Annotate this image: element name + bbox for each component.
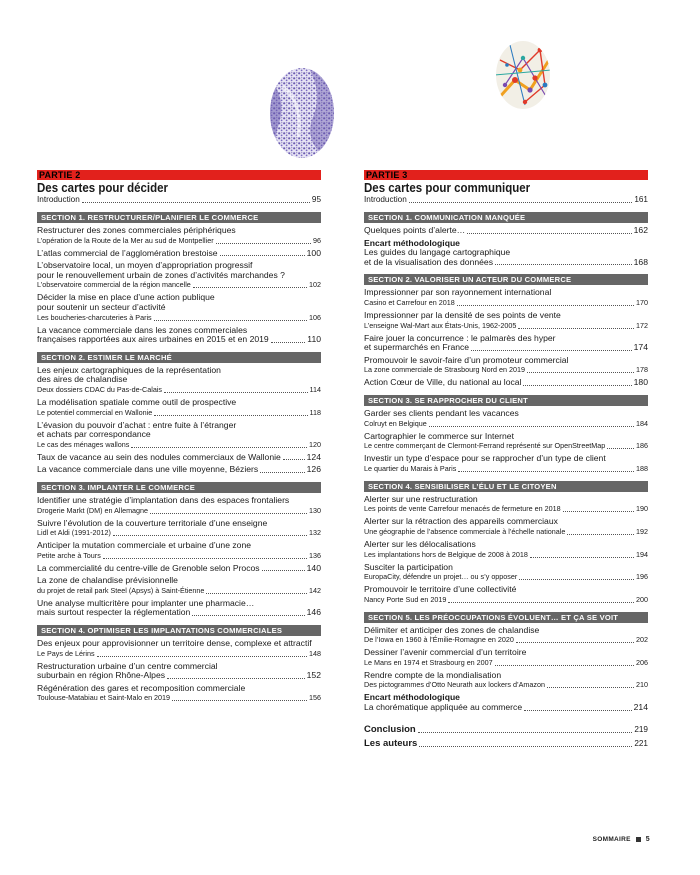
entry-title-line: Délimiter et anticiper des zones de chalandise [364, 624, 540, 635]
page-ref: 161 [634, 195, 648, 204]
entry-subtitle[interactable] [364, 298, 648, 308]
dot-leader [524, 710, 632, 711]
dot-leader [103, 558, 307, 559]
dot-leader [516, 642, 634, 643]
dot-leader [167, 678, 305, 679]
toc-entry[interactable] [364, 239, 648, 268]
entry-subtitle-text: Le cas des ménages wallons [37, 439, 130, 449]
dot-leader [567, 534, 634, 535]
toc-entry[interactable] [37, 576, 321, 596]
toc-entry[interactable] [37, 519, 321, 539]
toc-entry[interactable] [364, 311, 648, 331]
entry-title-line: Suivre l’évolution de la couverture territoriale d’une enseigne [37, 517, 268, 528]
dot-leader [192, 615, 304, 616]
page-ref: 146 [306, 607, 321, 618]
toc-entry[interactable] [37, 684, 321, 704]
entry-title-line-text: La commercialité du centre-ville de Grenoble selon Procos [37, 562, 260, 573]
dot-leader [113, 535, 307, 536]
entry-title-line: La modélisation spatiale comme outil de prospective [37, 396, 237, 407]
entry-title-line: Les guides du langage cartographique [364, 247, 511, 258]
toc-end-entry[interactable] [364, 725, 648, 735]
entry-subtitle-text: Deux dossiers CDAC du Pas-de-Calais [37, 384, 163, 394]
entry-subtitle[interactable] [37, 280, 321, 290]
page-ref: 100 [306, 247, 321, 258]
dot-leader [150, 513, 307, 514]
toc-column-partie-3 [364, 170, 648, 749]
entry-subtitle[interactable] [364, 419, 648, 429]
entry-title-line[interactable] [37, 671, 321, 681]
page-number: 5 [645, 836, 650, 843]
section-header: SECTION 4. OPTIMISER LES IMPLANTATIONS COMMERCIALES [37, 625, 321, 636]
page-ref: 168 [633, 256, 648, 267]
section-header: SECTION 3. IMPLANTER LE COMMERCE [37, 482, 321, 493]
toc-end-entry[interactable] [364, 739, 648, 749]
entry-title-line: Impressionner par son rayonnement international [364, 287, 552, 298]
entry-subtitle[interactable] [37, 408, 321, 418]
toc-entry[interactable] [364, 226, 648, 236]
entry-title-line: Rendre compte de la mondialisation [364, 669, 502, 680]
dot-leader [283, 459, 305, 460]
toc-intro[interactable] [364, 195, 648, 205]
entry-subtitle-text: L’opération de la Route de la Mer au sud de Montpellier [37, 235, 214, 245]
dot-leader [260, 472, 304, 473]
entry-subtitle-text: Colruyt en Belgique [364, 418, 427, 428]
entry-title-line: Investir un type d’espace pour se rapprocher d’un type de client [364, 453, 606, 464]
page-ref: 148 [309, 648, 321, 658]
dot-leader [467, 233, 631, 234]
toc-entry[interactable] [364, 585, 648, 605]
toc-entry[interactable] [364, 378, 648, 388]
page-ref: 194 [636, 549, 648, 559]
entry-title-line: Alerter sur la rétraction des appareils commerciaux [364, 516, 558, 527]
entry-subtitle-text: EuropaCity, défendre un projet… ou s’y opposer [364, 572, 518, 582]
entry-subtitle-text: Le centre commerçant de Clermont-Ferrand représenté sur OpenStreetMap [364, 441, 606, 451]
encart-label: Encart méthodologique [364, 237, 460, 248]
entry-title-line-text: La vacance commerciale dans une ville moyenne, Béziers [37, 464, 259, 475]
toc-entry[interactable] [364, 517, 648, 537]
entry-subtitle-text: La zone commerciale de Strasbourg Nord en 2019 [364, 365, 526, 375]
entry-subtitle[interactable] [364, 504, 648, 514]
entry-title-line: Dessiner l’avenir commercial d’un territoire [364, 647, 527, 658]
entry-subtitle[interactable] [364, 658, 648, 668]
toc-entry[interactable] [364, 495, 648, 515]
page-ref: 219 [634, 724, 648, 734]
page-ref: 192 [636, 526, 648, 536]
page-ref: 186 [636, 441, 648, 451]
entry-title-line[interactable] [37, 465, 321, 475]
entry-subtitle-text: Le Pays de Lérins [37, 648, 95, 658]
part-label: PARTIE 2 [37, 170, 321, 180]
toc-intro-text: Introduction [364, 195, 407, 204]
toc-entry[interactable] [37, 226, 321, 246]
entry-subtitle-text: Casino et Carrefour en 2018 [364, 297, 455, 307]
entry-title-line: pour le renouvellement urbain de zones d’activités marchandes ? [37, 269, 285, 280]
entry-title-line: Impressionner par la densité de ses points de vente [364, 309, 561, 320]
entry-title-line: Promouvoir le territoire d’une collectivité [364, 584, 517, 595]
entry-subtitle-text: De l’Iowa en 1960 à l’Émilie-Romagne en 2020 [364, 635, 514, 645]
toc-entry[interactable] [37, 599, 321, 618]
page-ref: 190 [636, 504, 648, 514]
dot-leader [82, 202, 310, 203]
toc-intro[interactable] [37, 195, 321, 205]
entry-title-line[interactable] [37, 335, 321, 345]
entry-subtitle-text: Les points de vente Carrefour menacés de fermeture en 2018 [364, 504, 561, 514]
entry-title-line: et achats par correspondance [37, 429, 151, 440]
toc-entry[interactable] [364, 540, 648, 560]
page-ref: 210 [636, 680, 648, 690]
part-title: Des cartes pour communiquer [364, 181, 531, 195]
entry-title-line: Garder ses clients pendant les vacances [364, 407, 519, 418]
entry-subtitle[interactable] [364, 680, 648, 690]
network-map-circle-icon [495, 40, 551, 110]
toc-entry[interactable] [37, 662, 321, 681]
dot-leader [495, 665, 634, 666]
entry-title-line: L’évasion du pouvoir d’achat : entre fuite à l’étranger [37, 419, 237, 430]
entry-subtitle[interactable] [37, 649, 321, 659]
toc-entry[interactable] [364, 454, 648, 474]
dot-leader [154, 415, 307, 416]
page-ref: 214 [633, 702, 648, 713]
page-ref: 114 [309, 384, 321, 394]
page-ref: 140 [306, 562, 321, 573]
toc-entry[interactable] [37, 496, 321, 516]
page-ref: 174 [633, 342, 648, 353]
page-footer [593, 836, 650, 843]
entry-subtitle-text: Le quartier du Marais à Paris [364, 463, 457, 473]
page-ref: 110 [307, 334, 321, 345]
entry-title-line: Les enjeux cartographiques de la représentation [37, 364, 221, 375]
entry-subtitle[interactable] [364, 527, 648, 537]
page-ref: 95 [311, 195, 321, 204]
entry-subtitle-text: L’observatoire commercial de la région mancelle [37, 280, 191, 290]
dot-leader [220, 255, 305, 256]
page-ref: 196 [636, 572, 648, 582]
entry-title-line-text: La chorématique appliquée au commerce [364, 702, 523, 713]
entry-title-line: L’observatoire local, un moyen d’appropriation progressif [37, 260, 253, 271]
page-ref: 118 [309, 407, 321, 417]
dot-leader [193, 287, 307, 288]
entry-title-line[interactable] [364, 378, 648, 388]
dot-leader [607, 448, 634, 449]
entry-title-line: Anticiper la mutation commerciale et urbaine d’une zone [37, 540, 252, 551]
entry-title-line[interactable] [37, 453, 321, 463]
entry-title-line[interactable] [37, 564, 321, 574]
entry-title-line-text: Action Cœur de Ville, du national au local [364, 377, 522, 388]
entry-subtitle-text: Lidl et Aldi (1991-2012) [37, 528, 111, 538]
entry-subtitle[interactable] [364, 550, 648, 560]
toc-entry[interactable] [37, 541, 321, 561]
page-ref: 170 [636, 297, 648, 307]
entry-title-line: Décider la mise en place d’une action publique [37, 292, 215, 303]
dot-leader [458, 471, 634, 472]
entry-title-line[interactable] [364, 703, 648, 713]
page-ref: 124 [306, 451, 321, 462]
dot-leader [164, 392, 308, 393]
entry-title-line-text: suburbain en région Rhône-Alpes [37, 670, 166, 681]
entry-title-line-text: Quelques points d’alerte… [364, 225, 466, 235]
toc-entry[interactable] [364, 432, 648, 452]
purple-stipple-circle-icon [268, 67, 336, 159]
section-header: SECTION 2. VALORISER UN ACTEUR DU COMMERCE [364, 274, 648, 285]
entry-title-line: Restructuration urbaine d’un centre commercial [37, 660, 218, 671]
entry-title-line: Identifier une stratégie d’implantation dans des espaces frontaliers [37, 494, 290, 505]
page-ref: 96 [313, 235, 321, 245]
entry-subtitle[interactable] [364, 365, 648, 375]
entry-subtitle[interactable] [37, 385, 321, 395]
dot-leader [457, 305, 634, 306]
toc-entry[interactable] [37, 293, 321, 322]
entry-title-line-text: Taux de vacance au sein des nodules commerciaux de Wallonie [37, 451, 281, 462]
dot-leader [429, 426, 634, 427]
section-header: SECTION 4. SENSIBILISER L’ÉLU ET LE CITOYEN [364, 481, 648, 492]
toc-entry[interactable] [364, 671, 648, 691]
entry-subtitle[interactable] [37, 586, 321, 596]
entry-subtitle[interactable] [364, 595, 648, 605]
page-ref: 172 [636, 320, 648, 330]
dot-leader [271, 342, 306, 343]
dot-leader [471, 350, 632, 351]
entry-title-line: pour soutenir un secteur d’activité [37, 301, 166, 312]
entry-subtitle-text: Une géographie de l’absence commerciale à l’échelle nationale [364, 526, 566, 536]
page-ref: 136 [309, 550, 321, 560]
toc-entry[interactable] [37, 453, 321, 463]
page-ref: 202 [636, 635, 648, 645]
entry-subtitle[interactable] [37, 551, 321, 561]
dot-leader [527, 372, 634, 373]
entry-subtitle[interactable] [364, 441, 648, 451]
dot-leader [172, 700, 307, 701]
entry-title-line: Régénération des gares et recomposition commerciale [37, 682, 246, 693]
page-ref: 120 [309, 439, 321, 449]
entry-subtitle[interactable] [37, 236, 321, 246]
section-header: SECTION 1. RESTRUCTURER/PLANIFIER LE COMMERCE [37, 212, 321, 223]
dot-leader [131, 447, 307, 448]
entry-subtitle-text: Drogerie Markt (DM) en Allemagne [37, 505, 149, 515]
page-ref: 184 [636, 418, 648, 428]
toc-entry[interactable] [37, 639, 321, 659]
entry-subtitle[interactable] [364, 464, 648, 474]
toc-end-entry-text: Conclusion [364, 723, 416, 735]
dot-leader [409, 202, 633, 203]
entry-subtitle[interactable] [37, 693, 321, 703]
entry-title-line: Promouvoir le savoir-faire d’un promoteur commercial [364, 354, 569, 365]
entry-subtitle[interactable] [37, 440, 321, 450]
toc-entry[interactable] [37, 326, 321, 345]
entry-subtitle-text: Les boucheries-charcuteries à Paris [37, 312, 152, 322]
entry-title-line: La vacance commerciale dans les zones commerciales [37, 324, 248, 335]
toc-entry[interactable] [364, 409, 648, 429]
encart-label: Encart méthodologique [364, 692, 460, 703]
toc-entry[interactable] [364, 626, 648, 646]
entry-title-line-text: mais surtout respecter la réglementation [37, 607, 191, 618]
entry-subtitle[interactable] [37, 313, 321, 323]
dot-leader [97, 656, 307, 657]
entry-title-line-text: L’atlas commercial de l’agglomération brestoise [37, 247, 218, 258]
section-header: SECTION 5. LES PRÉOCCUPATIONS ÉVOLUENT… ET ÇA SE VOIT [364, 612, 648, 623]
toc-end-entry-text: Les auteurs [364, 737, 418, 749]
entry-title-line: La zone de chalandise prévisionnelle [37, 575, 178, 586]
page-ref: 130 [309, 505, 321, 515]
page-ref: 152 [306, 670, 321, 681]
dot-leader [419, 746, 632, 747]
dot-leader [448, 602, 634, 603]
footer-label: SOMMAIRE [592, 836, 631, 843]
dot-leader [418, 732, 633, 733]
entry-subtitle-text: Nancy Porte Sud en 2019 [364, 594, 447, 604]
dot-leader [518, 328, 634, 329]
entry-title-line: Alerter sur une restructuration [364, 493, 478, 504]
page-ref: 180 [633, 377, 648, 388]
footer-square-icon [636, 837, 641, 842]
entry-subtitle-text: Les implantations hors de Belgique de 2008 à 2018 [364, 549, 528, 559]
entry-title-line[interactable] [364, 226, 648, 236]
entry-subtitle-text: Petite arche à Tours [37, 550, 101, 560]
entry-title-line: Susciter la participation [364, 561, 453, 572]
entry-subtitle-text: Le potentiel commercial en Wallonie [37, 407, 153, 417]
entry-title-line: Cartographier le commerce sur Internet [364, 430, 514, 441]
entry-title-line[interactable] [37, 608, 321, 618]
dot-leader [216, 243, 311, 244]
entry-subtitle-text: du projet de retail park Steel (Apsys) à Saint-Étienne [37, 585, 205, 595]
page-ref: 188 [636, 463, 648, 473]
page-ref: 221 [634, 738, 648, 748]
entry-title-line: Des enjeux pour approvisionner un territoire dense, complexe et attractif [37, 638, 312, 649]
entry-subtitle[interactable] [364, 635, 648, 645]
toc-entry[interactable] [37, 564, 321, 574]
page-ref: 126 [306, 464, 321, 475]
toc-column-partie-2 [37, 170, 321, 703]
entry-subtitle[interactable] [364, 572, 648, 582]
dot-leader [563, 511, 634, 512]
entry-title-line-text: et de la visualisation des données [364, 256, 493, 267]
page-ref: 106 [309, 312, 321, 322]
entry-title-line: des aires de chalandise [37, 374, 128, 385]
entry-title-line-text: françaises rapportées aux aires urbaines en 2015 et en 2019 [37, 334, 269, 345]
toc-entry[interactable] [37, 465, 321, 475]
entry-title-line: Une analyse multicritère pour implanter une pharmacie… [37, 597, 255, 608]
page-ref: 132 [309, 528, 321, 538]
dot-leader [206, 593, 307, 594]
entry-title-line[interactable] [364, 343, 648, 353]
toc-entry[interactable] [364, 334, 648, 353]
entry-title-line: Faire jouer la concurrence : le palmarès des hyper [364, 332, 556, 343]
page-ref: 156 [309, 693, 321, 703]
entry-title-line-text: et supermarchés en France [364, 342, 470, 353]
page-ref: 178 [636, 365, 648, 375]
entry-title-line[interactable] [37, 249, 321, 259]
section-header: SECTION 1. COMMUNICATION MANQUÉE [364, 212, 648, 223]
part-title: Des cartes pour décider [37, 181, 169, 195]
dot-leader [547, 687, 634, 688]
dot-leader [262, 570, 305, 571]
entry-subtitle-text: Toulouse-Matabiau et Saint-Malo en 2019 [37, 693, 171, 703]
dot-leader [519, 579, 634, 580]
entry-subtitle[interactable] [37, 528, 321, 538]
dot-leader [495, 264, 632, 265]
entry-title-line[interactable] [364, 258, 648, 268]
page-ref: 142 [309, 585, 321, 595]
toc-entry[interactable] [364, 693, 648, 712]
part-label: PARTIE 3 [364, 170, 648, 180]
page-ref: 162 [633, 225, 648, 235]
entry-title-line: Alerter sur les délocalisations [364, 538, 476, 549]
toc-intro-text: Introduction [37, 195, 80, 204]
toc-entry[interactable] [364, 563, 648, 583]
toc-entry[interactable] [364, 356, 648, 376]
toc-entry[interactable] [37, 421, 321, 450]
dot-leader [154, 320, 307, 321]
dot-leader [523, 385, 631, 386]
page-ref: 206 [636, 657, 648, 667]
toc-entry[interactable] [37, 249, 321, 259]
entry-subtitle-text: Des pictogrammes d’Otto Neurath aux lockers d’Amazon [364, 680, 545, 690]
entry-subtitle[interactable] [364, 321, 648, 331]
dot-leader [530, 557, 634, 558]
section-header: SECTION 2. ESTIMER LE MARCHÉ [37, 352, 321, 363]
toc-entry[interactable] [37, 398, 321, 418]
toc-entry[interactable] [37, 261, 321, 290]
toc-entry[interactable] [37, 366, 321, 395]
section-header: SECTION 3. SE RAPPROCHER DU CLIENT [364, 395, 648, 406]
entry-subtitle[interactable] [37, 506, 321, 516]
entry-subtitle-text: L’enseigne Wal-Mart aux États-Unis, 1962-2005 [364, 320, 517, 330]
page-ref: 200 [636, 594, 648, 604]
toc-entry[interactable] [364, 648, 648, 668]
entry-title-line: Restructurer des zones commerciales périphériques [37, 225, 236, 235]
page-ref: 102 [309, 280, 321, 290]
toc-entry[interactable] [364, 288, 648, 308]
entry-subtitle-text: Le Mans en 1974 et Strasbourg en 2007 [364, 657, 493, 667]
